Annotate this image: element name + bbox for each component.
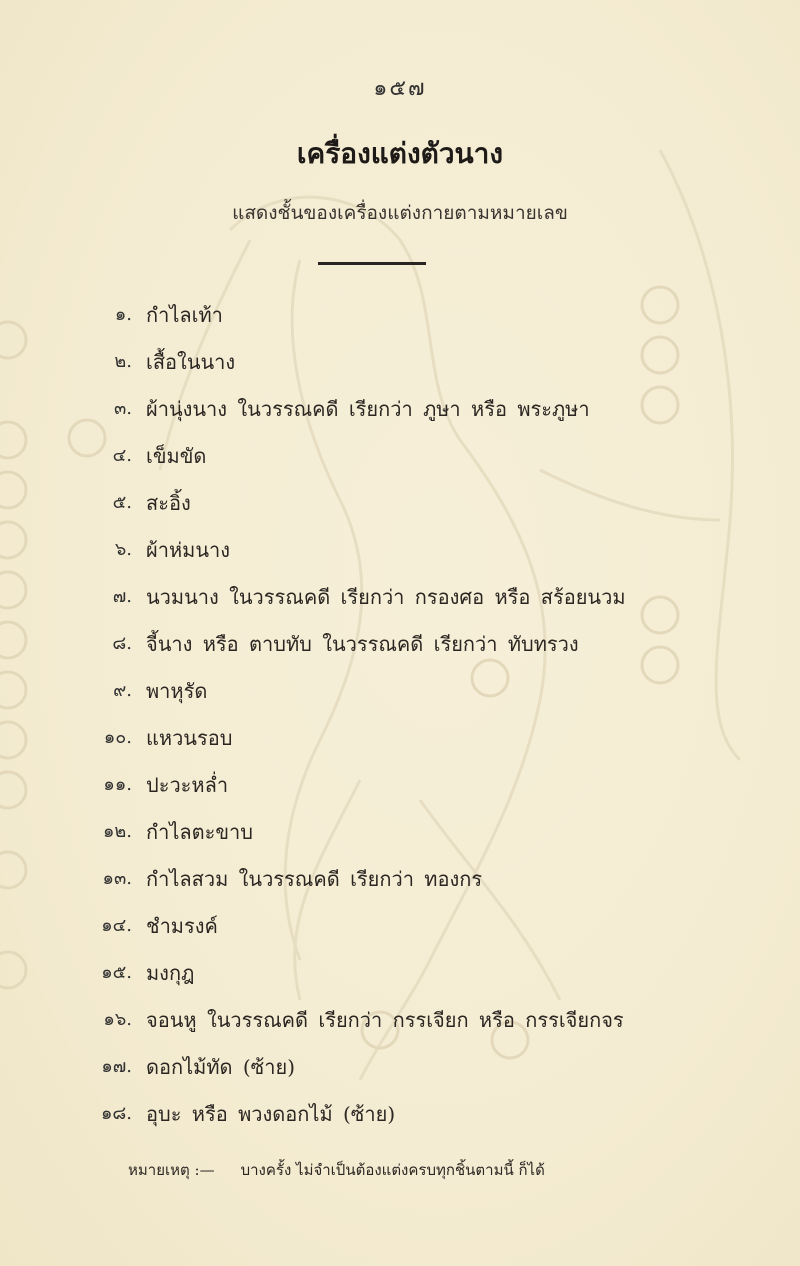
list-item [0,627,760,661]
list-item [0,345,760,379]
item-number: ๑๕. [101,962,132,983]
item-number: ๑๓. [102,868,132,889]
footnote [128,1158,768,1182]
item-text: กำไลสวม ในวรรณคดี เรียกว่า ทองกร [146,867,483,891]
list-item [0,392,760,426]
item-text: จี้นาง หรือ ตาบทับ ในวรรณคดี เรียกว่า ทับทรวง [146,632,579,656]
item-number: ๑๐. [103,727,132,748]
item-text: อุบะ หรือ พวงดอกไม้ (ซ้าย) [146,1102,396,1126]
list-item [0,1003,760,1037]
page-title: เครื่องแต่งตัวนาง [296,137,504,170]
item-text: นวมนาง ในวรรณคดี เรียกว่า กรองศอ หรือ สร้อยนวม [146,585,626,609]
footnote-label: หมายเหตุ :— [128,1161,215,1179]
page-number: ๑๕๗ [373,76,427,101]
item-text: ดอกไม้ทัด (ซ้าย) [146,1055,296,1079]
list-item [0,862,760,896]
list-item [0,1050,760,1084]
item-number: ๑. [114,304,132,325]
item-text: แหวนรอบ [146,726,233,750]
item-text: สะอิ้ง [146,491,191,515]
item-number: ๑๖. [103,1009,132,1030]
item-number: ๑๔. [101,915,132,936]
item-number: ๘. [112,633,132,654]
list-item [0,956,760,990]
item-text: เสื้อในนาง [146,350,236,374]
page-subtitle: แสดงชั้นของเครื่องแต่งกายตามหมายเลข [232,202,568,224]
item-number: ๕. [112,492,132,513]
list-item [0,768,760,802]
item-text: ผ้านุ่งนาง ในวรรณคดี เรียกว่า ภูษา หรือ พระภูษา [146,397,590,421]
list-item [0,721,760,755]
list-item [0,815,760,849]
list-item [0,1097,760,1131]
item-text: มงกุฎ [146,961,195,985]
item-text: กำไลเท้า [146,303,223,327]
item-number: ๑๗. [101,1056,132,1077]
list-item [0,298,760,332]
list-item [0,533,760,567]
item-text: ปะวะหล่ำ [146,773,229,797]
item-number: ๔. [112,445,132,466]
item-text: ผ้าห่มนาง [146,538,230,562]
list-item [0,580,760,614]
item-number: ๒. [114,351,132,372]
list-item [0,674,760,708]
title-divider [318,262,426,265]
list-item [0,909,760,943]
item-number: ๑๑. [103,774,132,795]
item-number: ๗. [112,586,132,607]
item-number: ๑๒. [102,821,132,842]
item-number: ๖. [114,539,132,560]
list-item [0,439,760,473]
item-text: ชำมรงค์ [146,914,218,938]
footnote-text: บางครั้ง ไม่จำเป็นต้องแต่งครบทุกชิ้นตามนี้ ก็ได้ [240,1161,545,1179]
list-item [0,486,760,520]
item-text: พาหุรัด [146,679,208,703]
item-number: ๓. [113,398,132,419]
item-number: ๙. [113,680,132,701]
item-number: ๑๘. [100,1103,132,1124]
item-text: กำไลตะขาบ [146,820,253,844]
item-text: เข็มขัด [146,444,207,468]
item-text: จอนหู ในวรรณคดี เรียกว่า กรรเจียก หรือ กรรเจียกจร [146,1008,624,1032]
